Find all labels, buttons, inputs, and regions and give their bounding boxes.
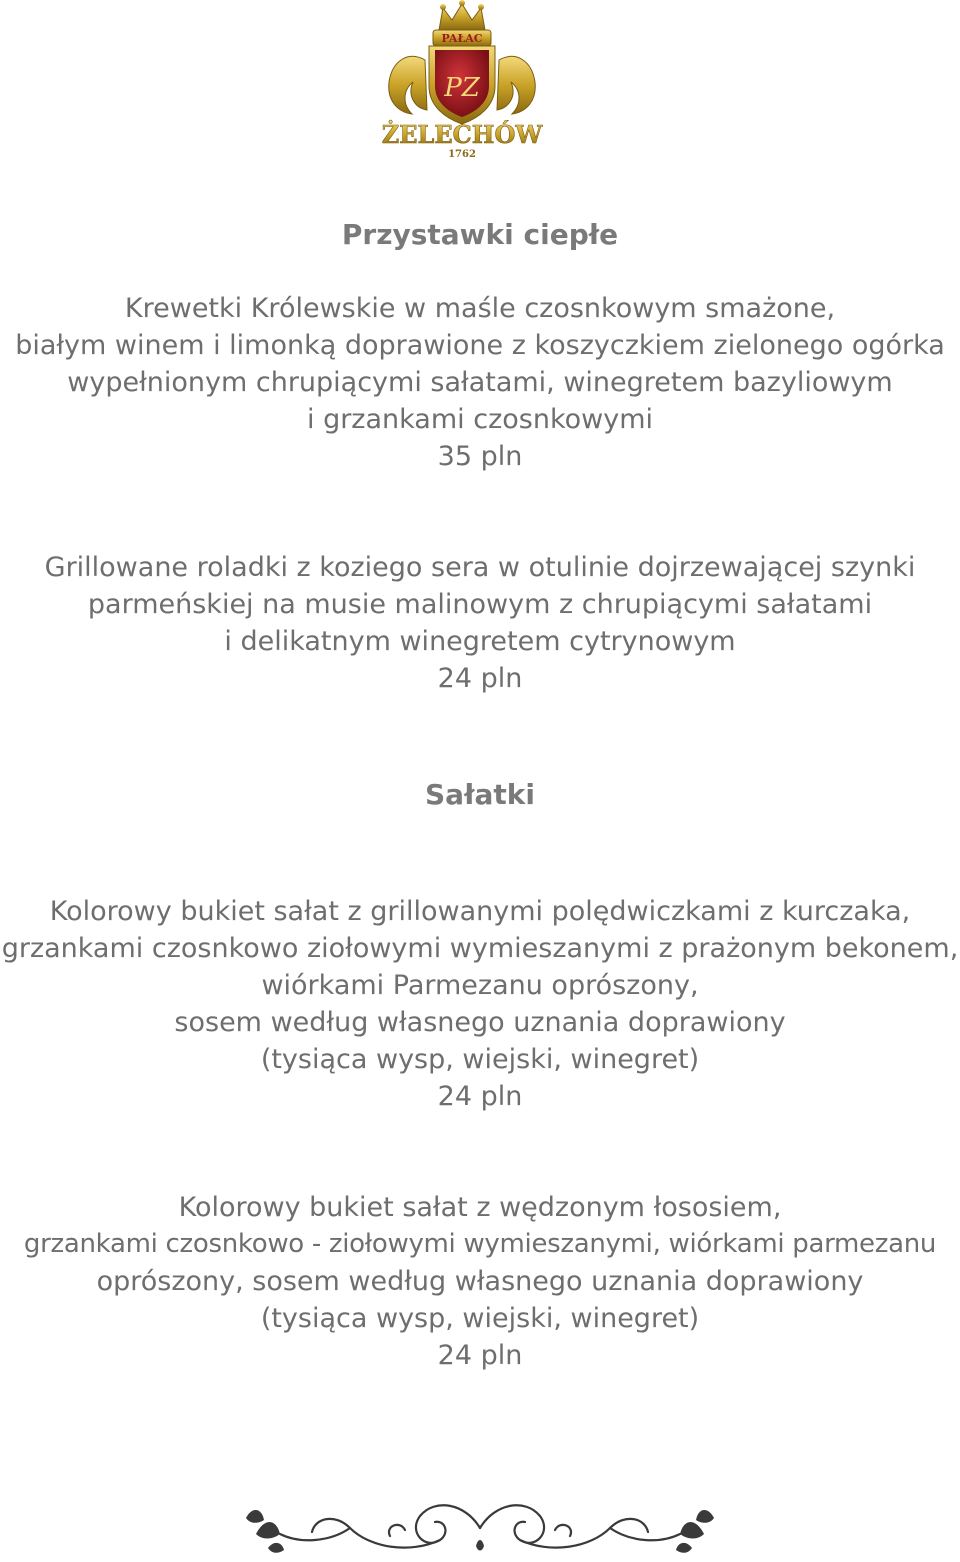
section-heading-warm-starters: Przystawki ciepłe (341, 218, 619, 251)
menu-item-salmon-salad (0, 1189, 960, 1374)
item-line: (tysiąca wysp, wiejski, winegret) (260, 1303, 700, 1334)
item-line: grzankami czosnkowo - ziołowymi wymieszanymi, wiórkami parmezanu (23, 1229, 937, 1259)
svg-text:1762: 1762 (448, 149, 476, 160)
item-price: 24 pln (437, 1340, 523, 1371)
crown-icon (439, 0, 485, 30)
palace-logo (367, 0, 557, 162)
item-line: Kolorowy bukiet sałat z grillowanymi polędwiczkami z kurczaka, (49, 896, 911, 927)
svg-text:PZ: PZ (444, 73, 480, 103)
item-line: Grillowane roladki z koziego sera w otulinie dojrzewającej szynki (44, 552, 916, 583)
svg-text:PAŁAC: PAŁAC (441, 32, 483, 45)
section-heading-salads: Sałatki (425, 778, 535, 811)
item-price: 24 pln (437, 1081, 523, 1112)
svg-text:ŻELECHÓW: ŻELECHÓW (381, 120, 543, 149)
item-line: grzankami czosnkowo ziołowymi wymieszanymi z prażonym bekonem, (1, 933, 959, 964)
item-line: sosem według własnego uznania doprawiony (174, 1007, 786, 1038)
item-line: Krewetki Królewskie w maśle czosnkowym smażone, (124, 293, 836, 324)
item-line: i delikatnym winegretem cytrynowym (224, 626, 736, 657)
left-griffin-icon (389, 56, 427, 114)
menu-item-shrimp (0, 290, 960, 475)
item-line: białym winem i limonką doprawione z koszyczkiem zielonego ogórka (15, 330, 945, 361)
item-line: wypełnionym chrupiącymi sałatami, winegretem bazyliowym (67, 367, 893, 398)
menu-item-chicken-salad (0, 893, 960, 1115)
item-line: (tysiąca wysp, wiejski, winegret) (260, 1044, 700, 1075)
item-line: wiórkami Parmezanu oprószony, (261, 970, 699, 1001)
decorative-flourish-icon (240, 1488, 720, 1562)
item-line: Kolorowy bukiet sałat z wędzonym łososiem, (178, 1192, 782, 1223)
menu-item-goat-cheese-rolls (0, 549, 960, 697)
item-price: 35 pln (437, 441, 523, 472)
item-line: parmeńskiej na musie malinowym z chrupiącymi sałatami (87, 589, 873, 620)
item-line: oprószony, sosem według własnego uznania doprawiony (96, 1266, 864, 1297)
item-price: 24 pln (437, 663, 523, 694)
right-griffin-icon (497, 56, 535, 114)
item-line: i grzankami czosnkowymi (306, 404, 654, 435)
